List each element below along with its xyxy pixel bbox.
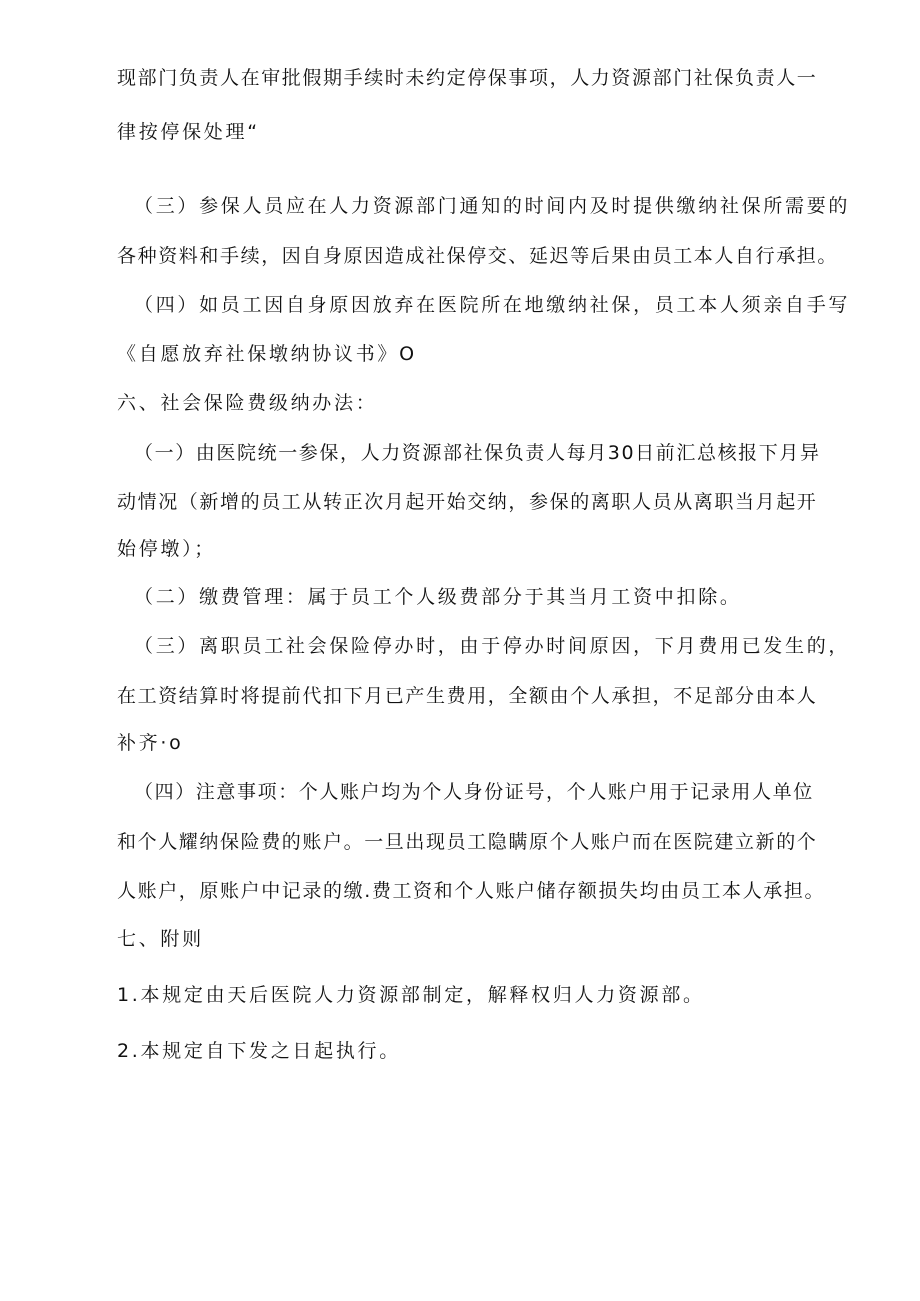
section-heading-7: 七、附则 <box>117 928 204 950</box>
paragraph-line-16: 和个人耀纳保险费的账户。一旦出现员工隐瞒原个人账户而在医院建立新的个 <box>117 831 818 853</box>
paragraph-line-1: 现部门负责人在审批假期手续时未约定停保事项，人力资源部门社保负责人一 <box>117 67 818 89</box>
paragraph-line-2: 律按停保处理“ <box>117 121 260 143</box>
paragraph-line-12: （三）离职员工社会保险停办时，由于停办时间原因，下月费用已发生的， <box>134 635 851 657</box>
section-heading-6: 六、社会保险费级纳办法： <box>117 392 378 414</box>
paragraph-line-10: 始停墩）； <box>117 538 217 560</box>
paragraph-line-4: 各种资料和手续，因自身原因造成社保停交、延迟等后果由员工本人自行承担。 <box>117 245 839 267</box>
paragraph-line-6: 《自愿放弃社保墩纳协议书》O <box>117 343 417 365</box>
paragraph-line-3: （三）参保人员应在人力资源部门通知的时间内及时提供缴纳社保所需要的 <box>134 195 851 217</box>
paragraph-line-8: （一）由医院统一参保，人力资源部社保负责人每月30日前汇总核报下月异 <box>134 442 821 464</box>
paragraph-line-11: （二）缴费管理：属于员工个人级费部分于其当月工资中扣除。 <box>134 586 742 608</box>
paragraph-line-5: （四）如员工因自身原因放弃在医院所在地缴纳社保，员工本人须亲自手写 <box>134 294 851 316</box>
paragraph-line-9: 动情况（新增的员工从转正次月起开始交纳，参保的离职人员从离职当月起开 <box>117 491 818 513</box>
paragraph-line-15: （四）注意事项：个人账户均为个人身份证号，个人账户用于记录用人单位 <box>134 781 814 803</box>
paragraph-line-17: 人账户，原账户中记录的缴.费工资和个人账户储存额损失均由员工本人承担。 <box>117 880 826 902</box>
article-item-2: 2.本规定自下发之日起执行。 <box>117 1040 401 1062</box>
paragraph-line-13: 在工资结算时将提前代扣下月已产生费用，全额由个人承担，不足部分由本人 <box>117 685 818 707</box>
article-item-1: 1.本规定由天后医院人力资源部制定，解释权归人力资源部。 <box>117 984 705 1006</box>
paragraph-line-14: 补齐·o <box>117 732 184 754</box>
